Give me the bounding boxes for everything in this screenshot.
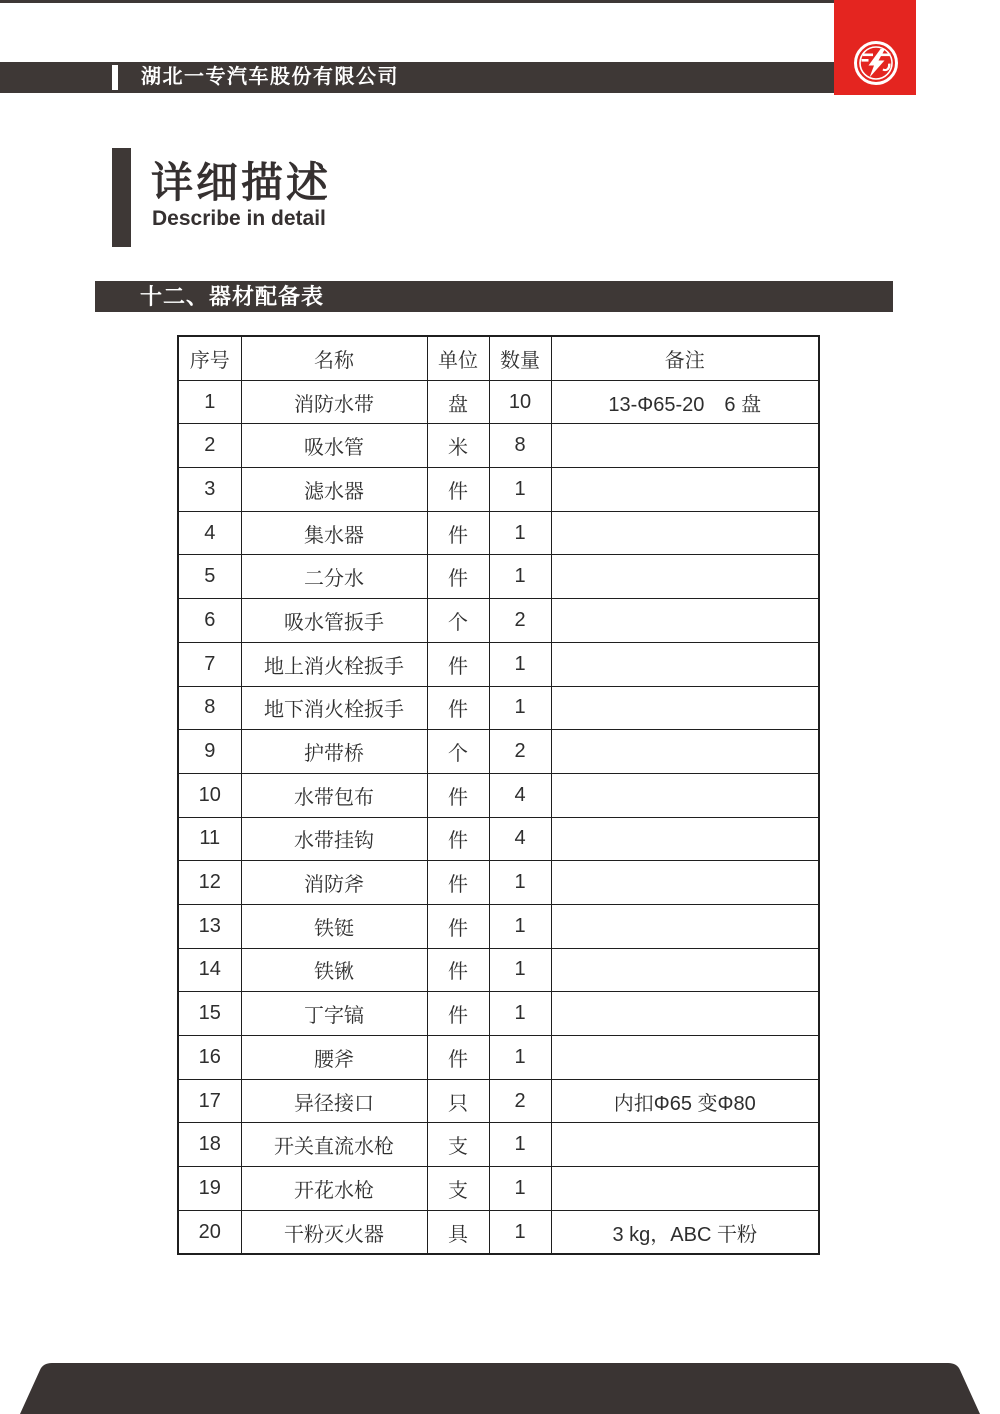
table-row — [178, 555, 819, 599]
top-rule — [0, 0, 834, 3]
cell-index: 12 — [178, 861, 241, 905]
cell-remark — [551, 773, 819, 817]
cell-quantity: 1 — [489, 1036, 551, 1080]
column-header-index: 序号 — [178, 336, 241, 380]
cell-quantity: 4 — [489, 817, 551, 861]
cell-unit: 件 — [427, 555, 489, 599]
table-row — [178, 1167, 819, 1211]
table-row — [178, 642, 819, 686]
cell-remark — [551, 642, 819, 686]
table-row — [178, 1036, 819, 1080]
cell-remark: 3 kg，ABC 干粉 — [551, 1210, 819, 1254]
cell-name: 地下消火栓扳手 — [241, 686, 427, 730]
cell-index: 1 — [178, 380, 241, 424]
cell-remark — [551, 992, 819, 1036]
lightning-emblem-icon — [834, 82, 916, 99]
table-row — [178, 992, 819, 1036]
cell-name: 吸水管 — [241, 424, 427, 468]
cell-name: 干粉灭火器 — [241, 1210, 427, 1254]
cell-name: 吸水管扳手 — [241, 599, 427, 643]
equipment-table — [177, 335, 820, 1255]
table-row — [178, 686, 819, 730]
cell-unit: 件 — [427, 686, 489, 730]
cell-remark — [551, 599, 819, 643]
table-row — [178, 773, 819, 817]
company-header-bar — [0, 62, 834, 93]
cell-name: 护带桥 — [241, 730, 427, 774]
cell-index: 3 — [178, 468, 241, 512]
cell-quantity: 1 — [489, 468, 551, 512]
cell-unit: 件 — [427, 948, 489, 992]
equipment-table-body — [178, 380, 819, 1254]
cell-quantity: 1 — [489, 642, 551, 686]
table-row — [178, 1210, 819, 1254]
cell-unit: 具 — [427, 1210, 489, 1254]
title-accent-bar — [112, 148, 131, 247]
cell-quantity: 1 — [489, 1167, 551, 1211]
cell-name: 水带包布 — [241, 773, 427, 817]
cell-remark — [551, 1167, 819, 1211]
cell-name: 集水器 — [241, 511, 427, 555]
table-row — [178, 861, 819, 905]
cell-quantity: 1 — [489, 555, 551, 599]
cell-name: 消防斧 — [241, 861, 427, 905]
cell-name: 丁字镐 — [241, 992, 427, 1036]
cell-quantity: 1 — [489, 948, 551, 992]
cell-remark: 内扣Φ65 变Φ80 — [551, 1079, 819, 1123]
cell-remark — [551, 1036, 819, 1080]
cell-remark — [551, 904, 819, 948]
header-tick-mark — [112, 65, 118, 90]
cell-remark — [551, 730, 819, 774]
cell-unit: 支 — [427, 1167, 489, 1211]
cell-name: 水带挂钩 — [241, 817, 427, 861]
cell-index: 9 — [178, 730, 241, 774]
cell-unit: 只 — [427, 1079, 489, 1123]
table-header-row — [178, 336, 819, 380]
cell-quantity: 2 — [489, 1079, 551, 1123]
cell-remark — [551, 686, 819, 730]
table-row — [178, 599, 819, 643]
cell-unit: 件 — [427, 817, 489, 861]
cell-remark — [551, 1123, 819, 1167]
cell-name: 开关直流水枪 — [241, 1123, 427, 1167]
cell-index: 15 — [178, 992, 241, 1036]
cell-quantity: 1 — [489, 686, 551, 730]
cell-remark — [551, 424, 819, 468]
table-row — [178, 948, 819, 992]
section-header — [95, 281, 893, 312]
cell-name: 异径接口 — [241, 1079, 427, 1123]
table-row — [178, 817, 819, 861]
cell-quantity: 2 — [489, 599, 551, 643]
cell-index: 7 — [178, 642, 241, 686]
cell-quantity: 10 — [489, 380, 551, 424]
cell-index: 17 — [178, 1079, 241, 1123]
table-row — [178, 904, 819, 948]
column-header-remark: 备注 — [551, 336, 819, 380]
cell-remark — [551, 861, 819, 905]
cell-quantity: 1 — [489, 1210, 551, 1254]
cell-unit: 件 — [427, 904, 489, 948]
cell-name: 滤水器 — [241, 468, 427, 512]
cell-remark — [551, 555, 819, 599]
section-header-label: 十二、器材配备表 — [140, 284, 325, 309]
cell-unit: 个 — [427, 730, 489, 774]
table-row — [178, 1123, 819, 1167]
cell-unit: 个 — [427, 599, 489, 643]
cell-remark — [551, 817, 819, 861]
column-header-name: 名称 — [241, 336, 427, 380]
cell-remark — [551, 468, 819, 512]
cell-name: 铁铤 — [241, 904, 427, 948]
cell-index: 8 — [178, 686, 241, 730]
table-row — [178, 730, 819, 774]
cell-remark: 13-Φ65-20 6 盘 — [551, 380, 819, 424]
cell-unit: 件 — [427, 992, 489, 1036]
cell-index: 16 — [178, 1036, 241, 1080]
cell-quantity: 1 — [489, 992, 551, 1036]
table-row — [178, 468, 819, 512]
column-header-quantity: 数量 — [489, 336, 551, 380]
cell-unit: 米 — [427, 424, 489, 468]
cell-index: 4 — [178, 511, 241, 555]
cell-quantity: 1 — [489, 1123, 551, 1167]
cell-quantity: 1 — [489, 861, 551, 905]
table-row — [178, 424, 819, 468]
cell-index: 6 — [178, 599, 241, 643]
column-header-unit: 单位 — [427, 336, 489, 380]
cell-remark — [551, 948, 819, 992]
cell-quantity: 8 — [489, 424, 551, 468]
cell-quantity: 1 — [489, 511, 551, 555]
cell-index: 2 — [178, 424, 241, 468]
cell-index: 5 — [178, 555, 241, 599]
cell-unit: 件 — [427, 511, 489, 555]
page-title: 详细描述 — [151, 159, 332, 206]
footer-shape — [0, 1360, 1000, 1414]
cell-index: 10 — [178, 773, 241, 817]
brand-logo-block — [834, 0, 916, 95]
table-row — [178, 511, 819, 555]
cell-quantity: 4 — [489, 773, 551, 817]
cell-name: 二分水 — [241, 555, 427, 599]
cell-index: 20 — [178, 1210, 241, 1254]
cell-unit: 件 — [427, 468, 489, 512]
table-row — [178, 1079, 819, 1123]
cell-name: 开花水枪 — [241, 1167, 427, 1211]
cell-name: 消防水带 — [241, 380, 427, 424]
cell-name: 地上消火栓扳手 — [241, 642, 427, 686]
cell-unit: 盘 — [427, 380, 489, 424]
cell-index: 13 — [178, 904, 241, 948]
cell-quantity: 1 — [489, 904, 551, 948]
cell-name: 腰斧 — [241, 1036, 427, 1080]
cell-name: 铁锹 — [241, 948, 427, 992]
cell-unit: 件 — [427, 1036, 489, 1080]
cell-quantity: 2 — [489, 730, 551, 774]
company-name: 湖北一专汽车股份有限公司 — [141, 66, 399, 88]
cell-index: 14 — [178, 948, 241, 992]
cell-unit: 件 — [427, 861, 489, 905]
cell-remark — [551, 511, 819, 555]
cell-index: 18 — [178, 1123, 241, 1167]
table-row — [178, 380, 819, 424]
cell-index: 11 — [178, 817, 241, 861]
cell-index: 19 — [178, 1167, 241, 1211]
cell-unit: 件 — [427, 642, 489, 686]
cell-unit: 件 — [427, 773, 489, 817]
page-subtitle: Describe in detail — [152, 207, 326, 230]
cell-unit: 支 — [427, 1123, 489, 1167]
